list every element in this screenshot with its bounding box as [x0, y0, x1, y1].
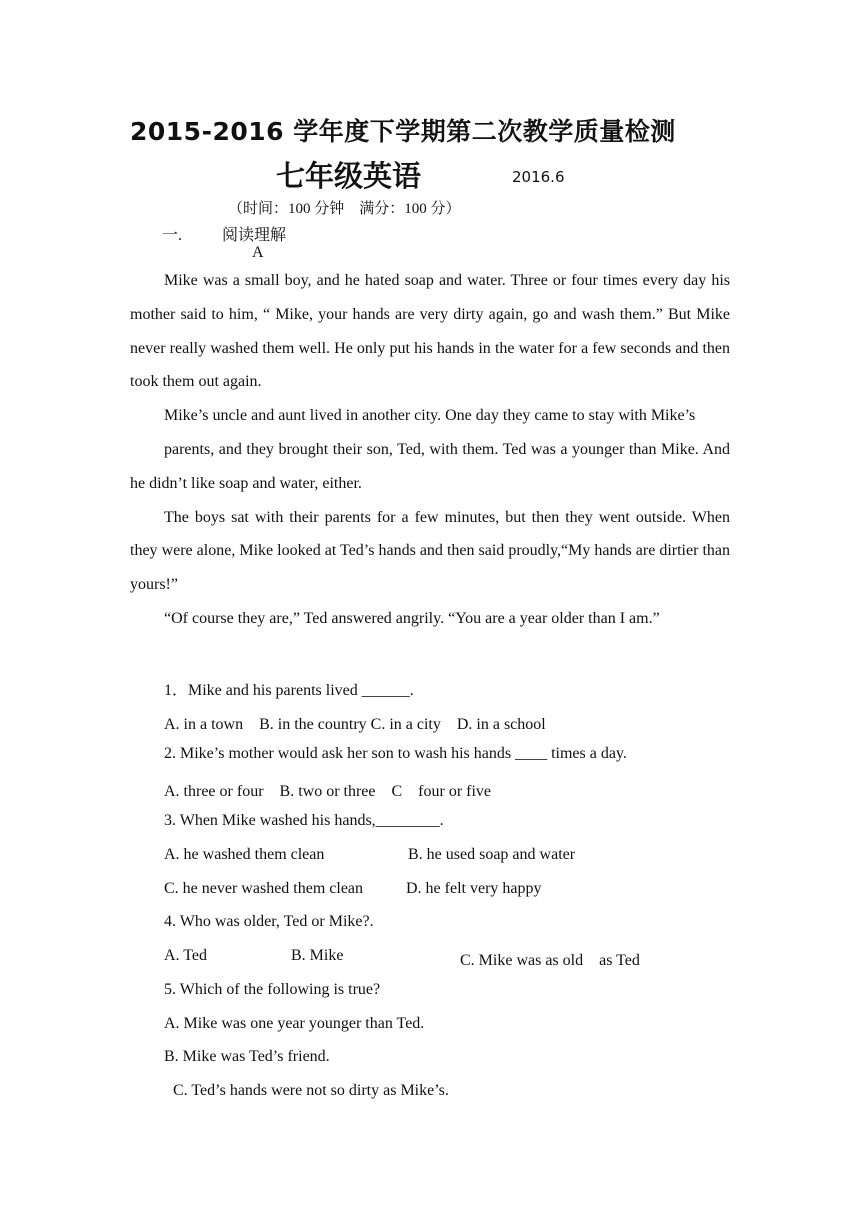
section-number: 一.: [162, 227, 183, 244]
passage-paragraph-2b: parents, and they brought their son, Ted, with them. Ted was a younger than Mike. And he didn’t like soap and water, either.: [130, 440, 730, 492]
question-5-option-b: B. Mike was Ted’s friend.: [164, 1048, 330, 1065]
section-heading: [162, 222, 286, 245]
exam-info: （时间：100 分钟 满分：100 分）: [228, 201, 461, 217]
reading-passage: [130, 264, 730, 636]
question-5-option-a: A. Mike was one year younger than Ted.: [164, 1015, 425, 1032]
passage-label: A: [252, 244, 264, 261]
question-4: 4. Who was older, Ted or Mike?.: [164, 913, 374, 930]
question-5: 5. Which of the following is true?: [164, 981, 381, 998]
question-3-option-b: B. he used soap and water: [408, 846, 576, 863]
passage-paragraph-1: Mike was a small boy, and he hated soap and water. Three or four times every day his mother said to him, “ Mike, your hands are very dirty again, go and wash them.” But Mike never really washed them well. He only put his hands in the water for a few seconds and then took them out again.: [130, 272, 730, 391]
section-name: 阅读理解: [222, 227, 287, 244]
question-1-options: A. in a town B. in the country C. in a city D. in a school: [164, 716, 546, 733]
question-3-option-d: D. he felt very happy: [406, 880, 542, 897]
exam-subtitle: 七年级英语: [276, 159, 422, 193]
question-3: 3. When Mike washed his hands,________.: [164, 812, 444, 829]
question-2-options: A. three or four B. two or three C four or five: [164, 783, 492, 800]
question-4-option-c: C. Mike was as old as Ted: [460, 952, 640, 969]
passage-paragraph-4: “Of course they are,” Ted answered angrily. “You are a year older than I am.”: [164, 609, 660, 627]
question-4-option-b: B. Mike: [291, 947, 344, 964]
question-4-option-a: A. Ted: [164, 947, 208, 964]
question-2: 2. Mike’s mother would ask her son to wash his hands ____ times a day.: [164, 745, 627, 762]
passage-paragraph-2a: Mike’s uncle and aunt lived in another city. One day they came to stay with Mike’s: [164, 407, 696, 425]
passage-paragraph-3: The boys sat with their parents for a few minutes, but then they went outside. When they were alone, Mike looked at Ted’s hands and then said proudly,“My hands are dirtier than yours!”: [130, 508, 730, 594]
exam-date: 2016.6: [512, 168, 565, 186]
question-3-option-c: C. he never washed them clean: [164, 880, 364, 897]
question-1: 1．Mike and his parents lived ______.: [164, 682, 414, 699]
question-3-option-a: A. he washed them clean: [164, 846, 325, 863]
question-5-option-c: C. Ted’s hands were not so dirty as Mike’s.: [173, 1082, 449, 1099]
exam-title: 2015-2016 学年度下学期第二次教学质量检测: [130, 117, 676, 146]
